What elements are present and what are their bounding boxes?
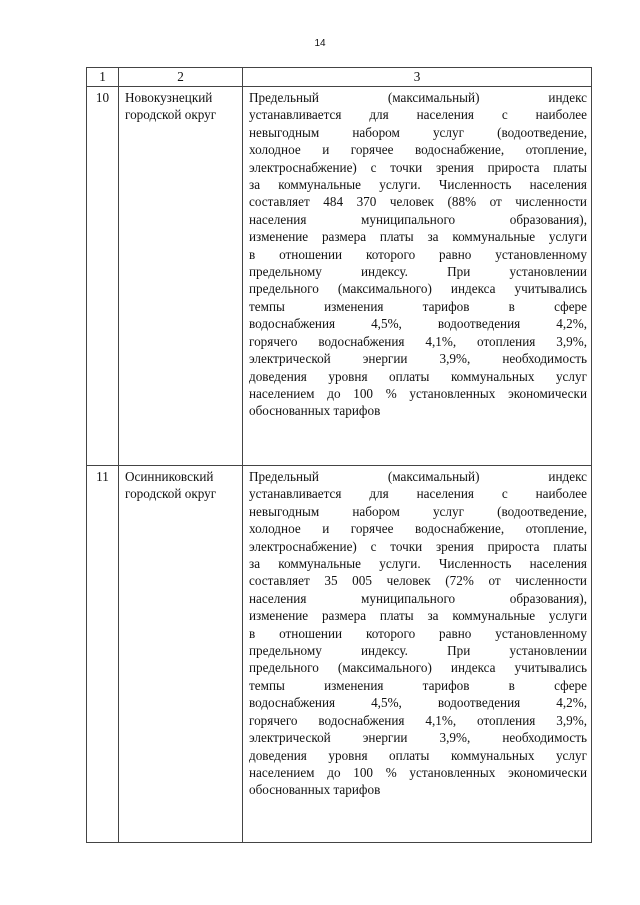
description-line: предельному индексу. При установлении <box>249 643 587 659</box>
table-row <box>87 466 592 843</box>
description-line: темпы изменения тарифов в сфере <box>249 677 587 693</box>
row-number: 10 <box>87 87 119 466</box>
municipality-name: Новокузнецкий городской округ <box>119 87 243 466</box>
description-line: Предельный (максимальный) индекс <box>249 90 587 105</box>
description-line: устанавливается для населения с наиболее <box>249 486 587 502</box>
table-row <box>87 87 592 466</box>
tariff-table <box>86 67 592 843</box>
description-line: за коммунальные услуги. Численность населения <box>249 556 587 572</box>
description-line: водоснабжения 4,5%, водоотведения 4,2%, <box>249 316 587 332</box>
description-line: горячего водоснабжения 4,1%, отопления 3,9%, <box>249 712 587 728</box>
index-description <box>243 466 592 843</box>
description-line: составляет 35 005 человек (72% от численности <box>249 573 587 589</box>
description-line: составляет 484 370 человек (88% от численности <box>249 194 587 210</box>
description-line: невыгодным набором услуг (водоотведение, <box>249 503 587 519</box>
description-line: населения муниципального образования), <box>249 211 587 227</box>
description-line: электроснабжение) с точки зрения прироста платы <box>249 538 587 554</box>
index-description <box>243 87 592 466</box>
header-col-1: 1 <box>87 68 119 87</box>
description-line: доведения уровня оплаты коммунальных услуг <box>249 368 587 384</box>
description-line: холодное и горячее водоснабжение, отопление, <box>249 142 587 158</box>
description-line: предельному индексу. При установлении <box>249 264 587 280</box>
description-line: населения муниципального образования), <box>249 590 587 606</box>
description-line: электрической энергии 3,9%, необходимость <box>249 730 587 746</box>
description-line: обоснованных тарифов <box>249 782 381 798</box>
description-line: доведения уровня оплаты коммунальных услуг <box>249 747 587 763</box>
description-line: холодное и горячее водоснабжение, отопление, <box>249 521 587 537</box>
description-line: в отношении которого равно установленному <box>249 625 587 641</box>
row-number: 11 <box>87 466 119 843</box>
description-line: населением до 100 % установленных экономически <box>249 385 587 401</box>
header-col-2: 2 <box>119 68 243 87</box>
description-line: предельного (максимального) индекса учитывались <box>249 660 587 676</box>
description-line: предельного (максимального) индекса учитывались <box>249 281 587 297</box>
description-line: населением до 100 % установленных экономически <box>249 764 587 780</box>
description-line: в отношении которого равно установленному <box>249 246 587 262</box>
page-number: 14 <box>314 38 326 49</box>
description-line: изменение размера платы за коммунальные услуги <box>249 608 587 624</box>
header-col-3: 3 <box>243 68 592 87</box>
description-line: за коммунальные услуги. Численность населения <box>249 177 587 193</box>
description-line: изменение размера платы за коммунальные услуги <box>249 229 587 245</box>
description-line: электроснабжение) с точки зрения прироста платы <box>249 159 587 175</box>
description-line: водоснабжения 4,5%, водоотведения 4,2%, <box>249 695 587 711</box>
description-line: невыгодным набором услуг (водоотведение, <box>249 124 587 140</box>
municipality-name: Осинниковский городской округ <box>119 466 243 843</box>
description-line: Предельный (максимальный) индекс <box>249 469 587 484</box>
description-line: горячего водоснабжения 4,1%, отопления 3,9%, <box>249 333 587 349</box>
description-line: темпы изменения тарифов в сфере <box>249 298 587 314</box>
description-line: электрической энергии 3,9%, необходимость <box>249 351 587 367</box>
description-line: обоснованных тарифов <box>249 403 381 419</box>
description-line: устанавливается для населения с наиболее <box>249 107 587 123</box>
table-header-row <box>87 68 592 87</box>
